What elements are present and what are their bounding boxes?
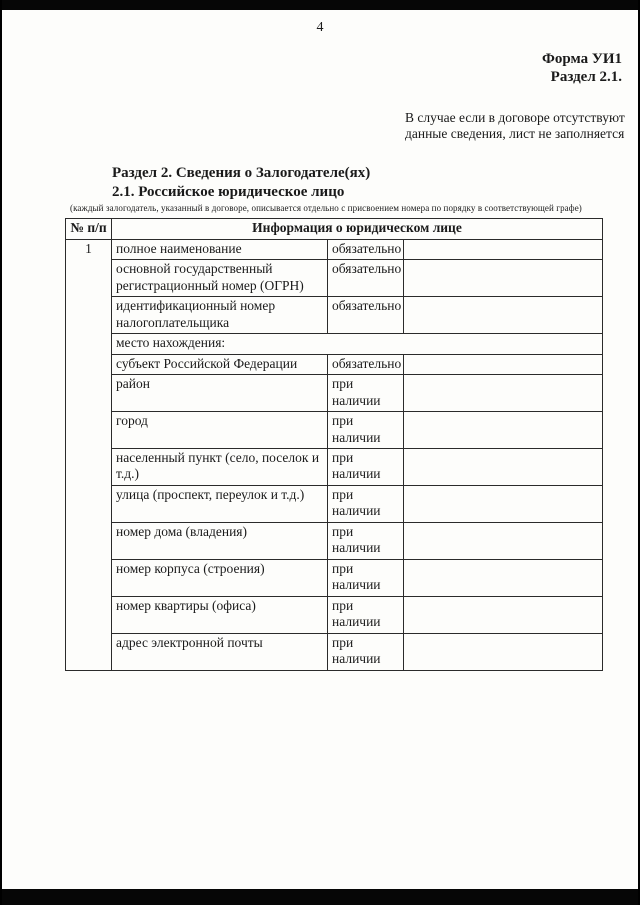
note-line-2: данные сведения, лист не заполняется [405, 125, 625, 141]
field-label-cell: район [112, 375, 328, 412]
table-header-row [66, 219, 603, 239]
value-cell [404, 559, 603, 596]
field-label-cell: номер корпуса (строения) [112, 559, 328, 596]
requirement-cell: обязательно [328, 354, 404, 374]
page-number: 4 [316, 20, 324, 35]
field-label-cell: полное наименование [112, 239, 328, 259]
value-cell [404, 596, 603, 633]
form-label: Форма УИ1 [541, 51, 622, 67]
value-cell [404, 260, 603, 297]
requirement-cell: обязательно [328, 297, 404, 334]
field-label-cell: город [112, 412, 328, 449]
legal-entity-table [65, 218, 603, 670]
value-cell [404, 448, 603, 485]
requirement-cell: при наличии [328, 485, 404, 522]
table-row [66, 596, 603, 633]
table-row [66, 559, 603, 596]
field-label-cell: основной государственный регистрационный номер (ОГРН) [112, 260, 328, 297]
table-row [66, 239, 603, 259]
value-cell [404, 354, 603, 374]
subsection-footnote: (каждый залогодатель, указанный в договоре, описывается отдельно с присвоением номера по порядку в соответствующей графе) [70, 203, 582, 214]
note-line-1: В случае если в договоре отсутствуют [405, 110, 625, 125]
value-cell [404, 522, 603, 559]
scan-edge-top [2, 0, 638, 10]
value-cell [404, 239, 603, 259]
value-cell [404, 375, 603, 412]
section-heading: Раздел 2. Сведения о Залогодателе(ях) [112, 164, 371, 181]
field-label-cell: номер дома (владения) [112, 522, 328, 559]
table-row [66, 633, 603, 670]
requirement-cell: при наличии [328, 559, 404, 596]
table-row [66, 260, 603, 297]
col-header-info: Информация о юридическом лице [112, 219, 603, 239]
field-label-cell: субъект Российской Федерации [112, 354, 328, 374]
table-row [66, 334, 603, 354]
requirement-cell: при наличии [328, 448, 404, 485]
requirement-cell: при наличии [328, 522, 404, 559]
row-number-cell: 1 [66, 239, 112, 670]
value-cell [404, 297, 603, 334]
field-label-cell: населенный пункт (село, поселок и т.д.) [112, 448, 328, 485]
section-label: Раздел 2.1. [550, 69, 622, 85]
field-label-cell: место нахождения: [112, 334, 603, 354]
value-cell [404, 412, 603, 449]
requirement-cell: при наличии [328, 375, 404, 412]
table-row [66, 412, 603, 449]
value-cell [404, 633, 603, 670]
field-label-cell: номер квартиры (офиса) [112, 596, 328, 633]
requirement-cell: обязательно [328, 239, 404, 259]
table-row [66, 297, 603, 334]
table-row [66, 485, 603, 522]
field-label-cell: адрес электронной почты [112, 633, 328, 670]
table-row [66, 522, 603, 559]
scan-edge-bottom [2, 889, 638, 905]
requirement-cell: обязательно [328, 260, 404, 297]
table-row [66, 448, 603, 485]
value-cell [404, 485, 603, 522]
field-label-cell: идентификационный номер налогоплательщика [112, 297, 328, 334]
table-row [66, 375, 603, 412]
table-row [66, 354, 603, 374]
form-label-block [2, 50, 622, 86]
field-label-cell: улица (проспект, переулок и т.д.) [112, 485, 328, 522]
requirement-cell: при наличии [328, 412, 404, 449]
requirement-cell: при наличии [328, 633, 404, 670]
requirement-cell: при наличии [328, 596, 404, 633]
subsection-heading: 2.1. Российское юридическое лицо [112, 183, 345, 200]
col-header-num: № п/п [66, 219, 112, 239]
conditional-note [405, 110, 638, 142]
headings [2, 164, 638, 214]
